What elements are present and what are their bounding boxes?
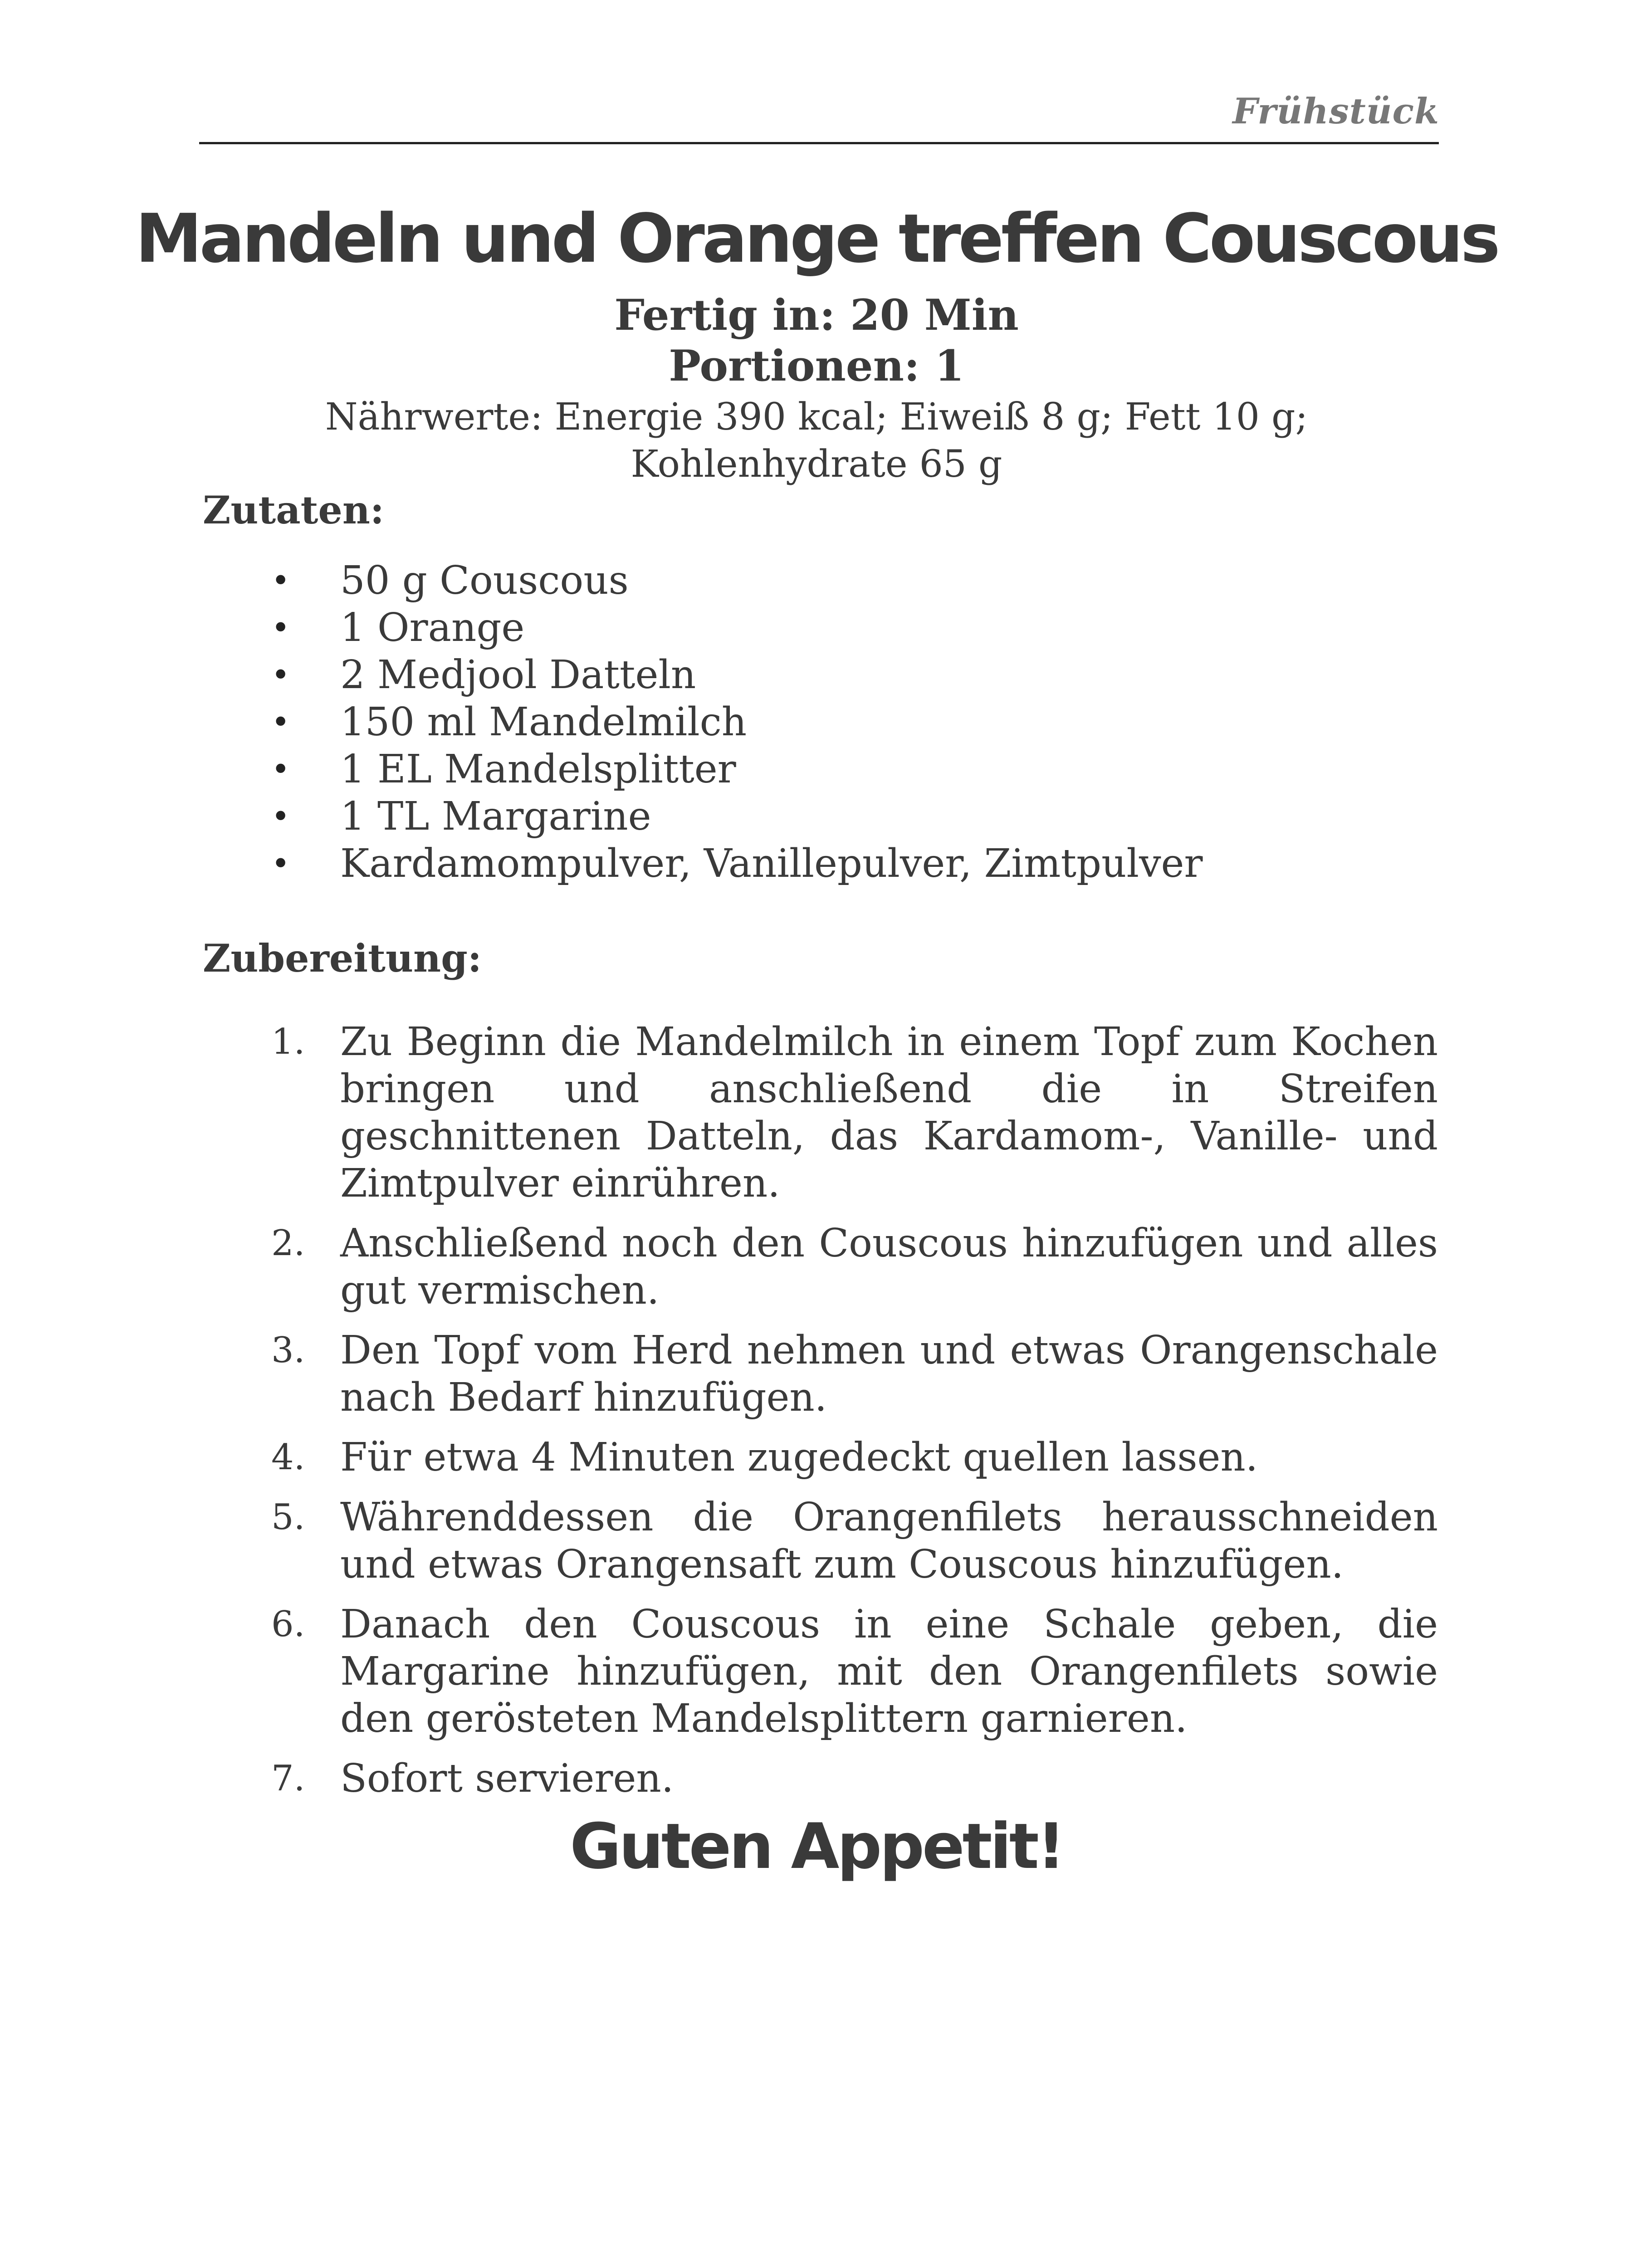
bullet-icon: • <box>271 798 290 835</box>
step-text: Für etwa 4 Minuten zugedeckt quellen lassen. <box>340 1435 1258 1480</box>
ingredient-text: 50 g Couscous <box>340 558 629 603</box>
ingredient-item <box>268 651 1203 699</box>
ingredient-text: 1 Orange <box>340 605 525 650</box>
step-text: Zu Beginn die Mandelmilch in einem Topf zum Kochen bringen und anschließend die in Streifen geschnittenen Datteln, das Kardamom-, Vanille- und Zimtpulver einrühren. <box>340 1019 1438 1206</box>
bullet-icon: • <box>271 562 290 599</box>
step-item <box>268 1327 1438 1421</box>
step-item <box>268 1018 1438 1207</box>
step-text: Danach den Couscous in eine Schale geben, die Margarine hinzufügen, mit den Orangenfilets sowie den gerösteten Mandelsplittern garnieren. <box>340 1602 1438 1741</box>
nutrition-line-2: Kohlenhydrate 65 g <box>631 443 1002 486</box>
ingredient-text: 1 EL Mandelsplitter <box>340 747 736 792</box>
ingredient-item <box>268 793 1203 840</box>
step-item <box>268 1220 1438 1314</box>
ingredients-list <box>268 557 1203 887</box>
ready-time: Fertig in: 20 Min <box>614 290 1019 340</box>
step-number: 6. <box>271 1604 305 1645</box>
closing-phrase: Guten Appetit! <box>570 1810 1063 1883</box>
bullet-icon: • <box>271 845 290 882</box>
ingredient-text: 2 Medjool Datteln <box>340 652 696 698</box>
bullet-icon: • <box>271 704 290 741</box>
step-item <box>268 1434 1438 1481</box>
step-number: 3. <box>271 1330 305 1371</box>
ingredient-item <box>268 604 1203 651</box>
step-text: Währenddessen die Orangenfilets herausschneiden und etwas Orangensaft zum Couscous hinzufügen. <box>340 1495 1438 1587</box>
bullet-icon: • <box>271 656 290 694</box>
ingredients-heading: Zutaten: <box>203 488 384 533</box>
recipe-title: Mandeln und Orange treffen Couscous <box>135 200 1498 278</box>
ingredient-text: Kardamompulver, Vanillepulver, Zimtpulver <box>340 841 1203 886</box>
bullet-icon: • <box>271 751 290 788</box>
step-number: 7. <box>271 1758 305 1799</box>
preparation-steps <box>268 1018 1438 1815</box>
step-text: Den Topf vom Herd nehmen und etwas Orangenschale nach Bedarf hinzufügen. <box>340 1328 1438 1420</box>
bullet-icon: • <box>271 609 290 646</box>
ingredient-text: 150 ml Mandelmilch <box>340 699 747 745</box>
step-text: Anschließend noch den Couscous hinzufügen und alles gut vermischen. <box>340 1221 1438 1313</box>
ingredient-item <box>268 699 1203 746</box>
step-item <box>268 1755 1438 1802</box>
preparation-heading: Zubereitung: <box>203 936 482 981</box>
ingredient-item <box>268 746 1203 793</box>
ingredient-text: 1 TL Margarine <box>340 794 651 839</box>
ingredient-item <box>268 557 1203 604</box>
step-number: 1. <box>271 1022 305 1062</box>
portions: Portionen: 1 <box>669 341 964 391</box>
nutrition-info <box>254 394 1379 488</box>
ingredient-item <box>268 840 1203 887</box>
step-number: 4. <box>271 1437 305 1478</box>
step-item <box>268 1601 1438 1742</box>
header-rule <box>199 142 1439 144</box>
step-text: Sofort servieren. <box>340 1756 674 1801</box>
step-number: 5. <box>271 1497 305 1538</box>
step-item <box>268 1494 1438 1588</box>
running-head: Frühstück <box>1232 91 1439 132</box>
nutrition-line-1: Nährwerte: Energie 390 kcal; Eiweiß 8 g; Fett 10 g; <box>325 396 1308 439</box>
step-number: 2. <box>271 1223 305 1264</box>
